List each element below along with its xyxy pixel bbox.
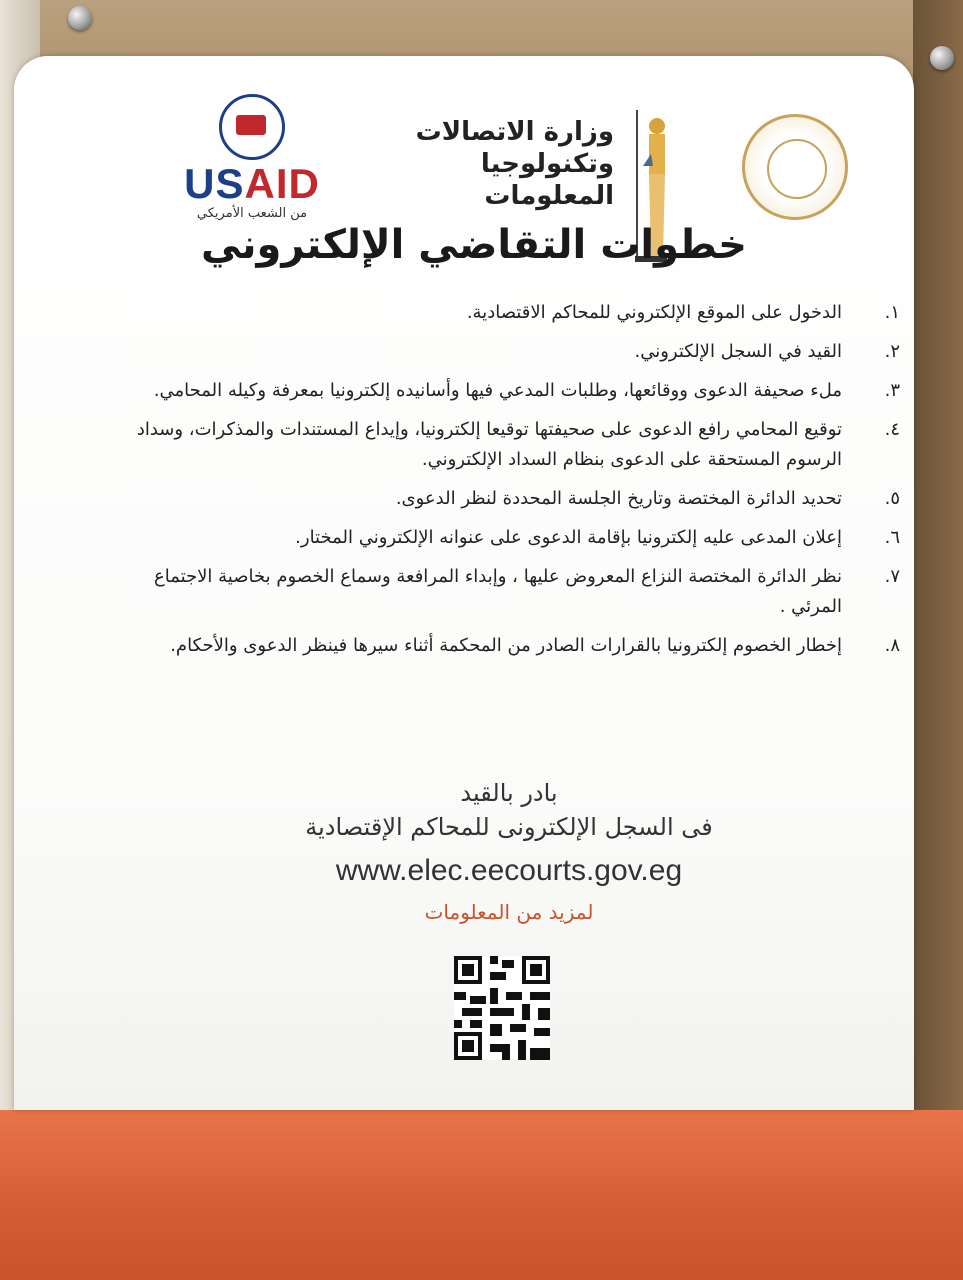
step-text: توقيع المحامي رافع الدعوى على صحيفتها توقيعا إلكترونيا، وإيداع المستندات والمذكرات، وسداد الرسوم المستحقة على الدعوى بنظام السداد الإلكتروني. [136, 419, 842, 470]
qr-code-icon [454, 956, 550, 1060]
screw-top-right [930, 46, 954, 70]
step-text: تحديد الدائرة المختصة وتاريخ الجلسة المحددة لنظر الدعوى. [395, 488, 842, 509]
step-text: القيد في السجل الإلكتروني. [634, 341, 842, 362]
step-item [126, 631, 916, 661]
step-item [126, 484, 916, 514]
step-item [126, 523, 916, 553]
screw-top-left [68, 6, 92, 30]
step-item [126, 298, 916, 328]
step-number: ٥. [884, 488, 900, 509]
step-number: ٢. [884, 341, 900, 362]
step-item [126, 562, 916, 622]
poster-title: خطوات التقاضي الإلكتروني [201, 222, 747, 268]
more-info-label: لمزيد من المعلومات [424, 900, 594, 924]
poster-board [14, 56, 914, 1110]
background-wall-right [913, 0, 963, 1130]
step-item [126, 415, 916, 475]
ministry-name-line1: وزارة الاتصالات [415, 117, 614, 147]
step-number: ٧. [884, 566, 900, 587]
step-item [126, 376, 916, 406]
step-number: ١. [884, 302, 900, 323]
step-text: نظر الدائرة المختصة النزاع المعروض عليها ، وإبداء المرافعة وسماع الخصوم بخاصية الاجتماع المرئي . [153, 566, 842, 617]
step-number: ٨. [884, 635, 900, 656]
orange-wall-band [0, 1110, 963, 1280]
ministry-name-line2: وتكنولوجيا المعلومات [480, 149, 614, 211]
website-url: www.elec.eecourts.gov.eg [335, 854, 683, 887]
usaid-subtitle: من الشعب الأمريكي [196, 206, 308, 221]
registry-line: فى السجل الإلكترونى للمحاكم الإقتصادية [305, 813, 713, 841]
economic-courts-seal-icon [742, 114, 848, 220]
ministry-logo [374, 116, 614, 212]
step-text: الدخول على الموقع الإلكتروني للمحاكم الاقتصادية. [466, 302, 842, 323]
step-text: إخطار الخصوم إلكترونيا بالقرارات الصادر من المحكمة أثناء سيرها فينظر الدعوى والأحكام. [170, 635, 842, 656]
step-number: ٣. [884, 380, 900, 401]
usaid-wordmark: USAID [184, 160, 320, 207]
usaid-seal-icon [219, 94, 285, 160]
step-text: ملء صحيفة الدعوى ووقائعها، وطلبات المدعي فيها وأسانيده إلكترونيا بمعرفة وكيله المحامي. [153, 380, 842, 401]
court-eagle-icon [767, 139, 827, 199]
step-number: ٤. [884, 419, 900, 440]
step-text: إعلان المدعى عليه إلكترونيا بإقامة الدعوى على عنوانه الإلكتروني المختار. [295, 527, 842, 548]
step-item [126, 337, 916, 367]
steps-list [126, 298, 916, 670]
call-to-action: بادر بالقيد [460, 779, 558, 807]
footer-block [214, 776, 804, 924]
step-number: ٦. [884, 527, 900, 548]
